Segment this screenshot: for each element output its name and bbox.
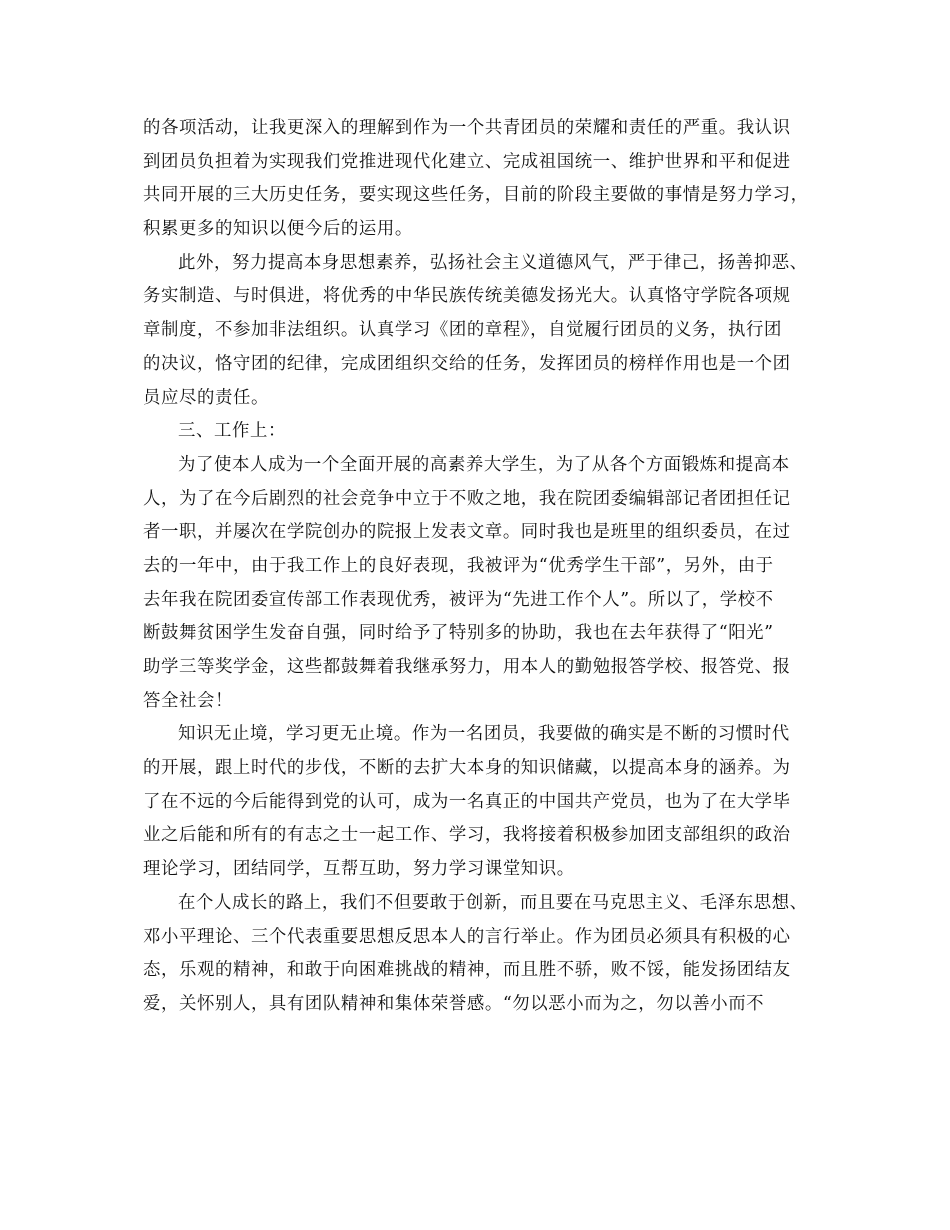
text-line: 人，为了在今后剧烈的社会竞争中立于不败之地，我在院团委编辑部记者团担任记 [143,488,791,509]
text-line: 爱，关怀别人，具有团队精神和集体荣誉感。“勿以恶小而为之，勿以善小而不 [143,993,765,1014]
paragraph-first-line: 此外，努力提高本身思想素养，弘扬社会主义道德风气，严于律己，扬善抑恶、 [178,252,808,273]
section-heading: 三、工作上： [178,421,286,442]
paragraph-first-line: 在个人成长的路上，我们不但要敢于创新，而且要在马克思主义、毛泽东思想、 [178,892,808,913]
text-line: 了在不远的今后能得到党的认可，成为一名真正的中国共产党员，也为了在大学毕 [143,791,791,812]
text-line: 的开展，跟上时代的步伐，不断的去扩大本身的知识储藏，以提高本身的涵养。为 [143,758,791,779]
text-line: 答全社会！ [143,690,233,711]
text-line: 者一职，并屡次在学院创办的院报上发表文章。同时我也是班里的组织委员，在过 [143,522,791,543]
text-line: 积累更多的知识以便今后的运用。 [143,219,413,240]
text-line: 态，乐观的精神，和敢于向困难挑战的精神，而且胜不骄，败不馁，能发扬团结友 [143,960,791,981]
text-line: 员应尽的责任。 [143,387,269,408]
text-line: 共同开展的三大历史任务，要实现这些任务，目前的阶段主要做的事情是努力学习， [143,185,809,206]
text-line: 章制度，不参加非法组织。认真学习《团的章程》，自觉履行团员的义务，执行团 [143,320,782,341]
text-line: 理论学习，团结同学，互帮互助，努力学习课堂知识。 [143,859,575,880]
text-line: 的决议，恪守团的纪律，完成团组织交给的任务，发挥团员的榜样作用也是一个团 [143,353,791,374]
paragraph-first-line: 为了使本人成为一个全面开展的高素养大学生，为了从各个方面锻炼和提高本 [178,454,790,475]
text-line: 务实制造、与时俱进，将优秀的中华民族传统美德发扬光大。认真恪守学院各项规 [143,286,791,307]
document-body [143,112,813,1022]
text-line: 邓小平理论、三个代表重要思想反思本人的言行举止。作为团员必须具有积极的心 [143,926,791,947]
text-line: 的各项活动，让我更深入的理解到作为一个共青团员的荣耀和责任的严重。我认识 [143,118,791,138]
paragraph-first-line: 知识无止境，学习更无止境。作为一名团员，我要做的确实是不断的习惯时代 [178,724,790,745]
text-line: 助学三等奖学金，这些都鼓舞着我继承努力，用本人的勤勉报答学校、报答党、报 [143,657,791,677]
text-line: 到团员负担着为实现我们党推进现代化建立、完成祖国统一、维护世界和平和促进 [143,151,791,172]
text-line: 业之后能和所有的有志之士一起工作、学习，我将接着积极参加团支部组织的政治 [143,825,791,846]
text-line: 断鼓舞贫困学生发奋自强，同时给予了特别多的协助，我也在去年获得了“阳光” [143,623,774,644]
text-line: 去年我在院团委宣传部工作表现优秀，被评为“先进工作个人”。所以了，学校不 [143,589,774,610]
text-line: 去的一年中，由于我工作上的良好表现，我被评为“优秀学生干部”，另外，由于 [143,555,774,576]
